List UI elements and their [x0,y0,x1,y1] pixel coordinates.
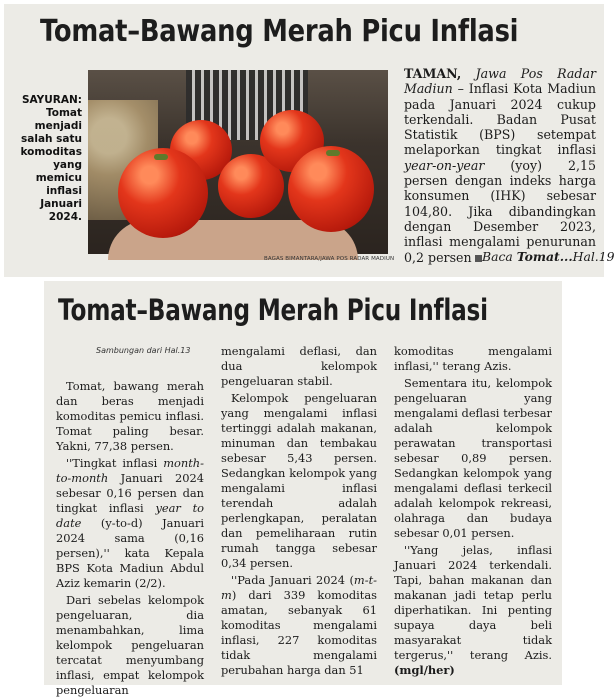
paragraph: Kelompok pengeluaran yang mengalami inflasi tertinggi adalah makanan, minuman dan tembakau sebesar 5,43 persen. Sedangkan kelompok yang mengalami inflasi terendah adalah perlengkapan, peralatan dan pemeliharaan rutin rumah tangga sebesar 0,34 persen. [221,391,377,570]
headline: Tomat–Bawang Merah Picu Inflasi [40,14,519,49]
jump-page: Hal.19 [572,249,615,264]
publication-name: Jawa Pos Radar Madiun [404,66,596,97]
paragraph: Dari sebelas kelompok pengeluaran, dia menambahkan, lima kelompok pengeluaran tercatat menyumbang inflasi, empat kelompok pengeluaran [56,593,204,697]
end-mark [475,255,482,262]
tomato [288,146,374,232]
jump-prefix: Baca [482,249,517,264]
caption-label: SAYURAN: [21,94,82,106]
text-run: ) dari 339 komoditas amatan, sebanyak 61 komoditas mengalami inflasi, 227 komoditas tidak mengalami perubahan harga dan 51 [221,588,377,677]
caption-text: Tomat menjadi salah satu komoditas yang memicu inflasi Januari 2024. [20,107,82,223]
paragraph: komoditas mengalami inflasi,'' terang Azis. [394,344,552,373]
tomato [118,148,208,238]
dateline: TAMAN, [404,66,462,81]
lead-text-2: (yoy) 2,15 persen dengan indeks harga konsumen (IHK) sebesar 104,80. Jika dibandingkan dengan Desember 2023, inflasi mengalami penurunan 0,2 persen [404,157,596,265]
lead-paragraph [404,66,596,265]
lead-text-1: – Inflasi Kota Madiun pada Januari 2024 cukup terkendali. Badan Pusat Statistik (BPS) setempat melaporkan tingkat inflasi [404,81,596,158]
tomato-stem [326,150,340,156]
author-sign: (mgl/her) [394,663,455,677]
article-column-2 [221,344,377,678]
tomato-stem [154,154,168,160]
ytd-term: year to date [56,501,205,530]
paragraph: Tomat, bawang merah dan beras menjadi komoditas pemicu inflasi. Tomat paling besar. Yakni, 77,38 persen. [56,379,204,453]
tomato-photo [88,70,388,254]
paragraph [56,456,204,591]
paragraph: Sementara itu, kelompok pengeluaran yang mengalami deflasi terbesar adalah kelompok perawatan transportasi sebesar 0,89 persen. Sedangkan kelompok yang mengalami deflasi terkecil adalah kelompok rekreasi, olahraga dan budaya sebesar 0,01 persen. [394,376,552,540]
mtm-term: month-to-month [56,456,204,485]
text-run: Januari 2024 sebesar 0,16 persen dan tingkat inflasi [56,471,204,515]
continued-on-link [482,249,615,264]
article-column-1 [56,379,204,698]
headline: Tomat–Bawang Merah Picu Inflasi [58,293,488,327]
continued-from-label: Sambungan dari Hal.13 [96,346,191,355]
text-run: (y-to-d) Januari 2024 sama (0,16 persen),'' kata Kepala BPS Kota Madiun Abdul Aziz kemarin (2/2). [56,516,204,590]
mtm-abbrev: m-t-m [221,573,377,602]
text-run: ''Yang jelas, inflasi Januari 2024 terkendali. Tapi, bahan makanan dan makanan jadi tetap perlu diperhatikan. Ini penting supaya daya beli masyarakat tidak tergerus,'' terang Azis. [394,543,552,662]
article-column-3 [394,344,552,678]
paragraph [394,543,552,678]
paragraph [221,573,377,678]
front-page-clipping [4,4,615,277]
yoy-term: year-on-year [404,157,485,173]
photo-caption [12,94,82,224]
photo-credit: BAGAS BIMANTARA/JAWA POS RADAR MADIUN [264,256,395,262]
continuation-clipping [44,281,562,697]
jump-keyword: Tomat... [516,249,573,264]
text-run: ''Pada Januari 2024 ( [231,573,354,587]
paragraph: mengalami deflasi, dan dua kelompok pengeluaran stabil. [221,344,377,388]
text-run: ''Tingkat inflasi [66,456,164,470]
